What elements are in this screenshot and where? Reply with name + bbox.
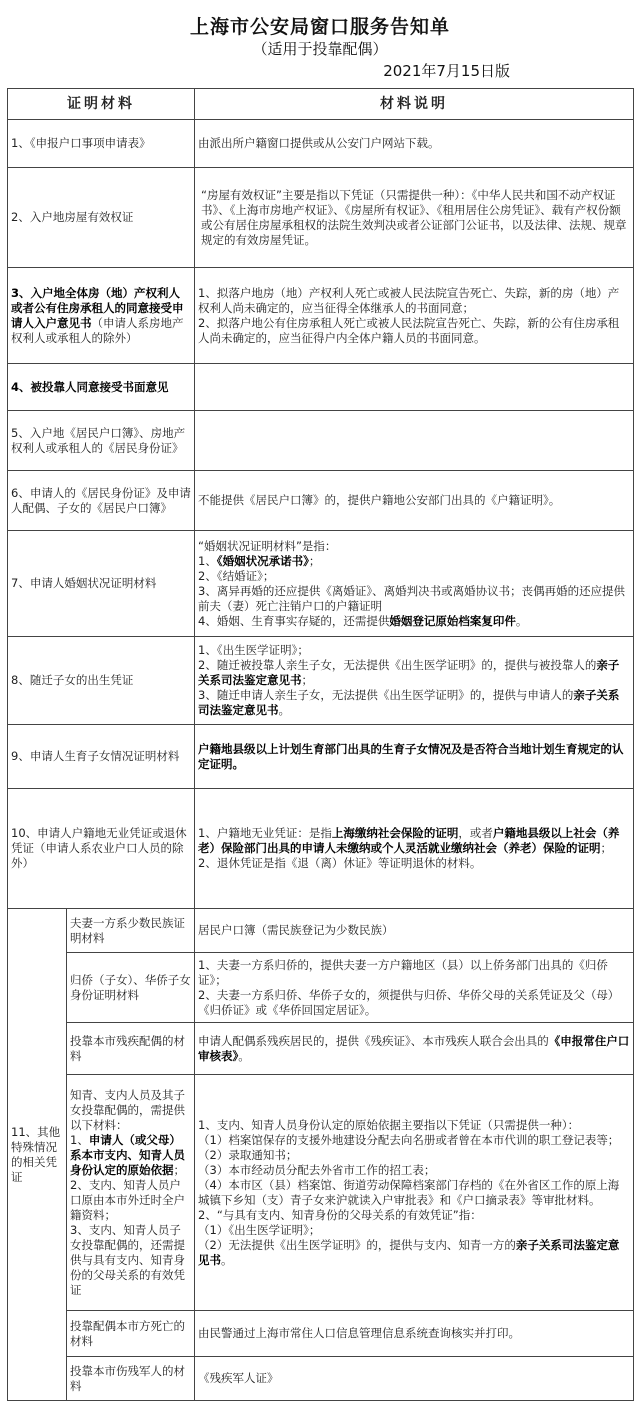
sub-description: 《残疾军人证》: [195, 1357, 634, 1401]
row-description: [195, 411, 634, 471]
desc-item: 2、《结婚证》；: [198, 568, 275, 583]
row-label: 6、申请人的《居民身份证》及申请人配偶、子女的《居民户口簿》: [8, 471, 195, 531]
sub-label: 投靠配偶本市方死亡的材料: [67, 1311, 195, 1357]
desc-item: [198, 1238, 630, 1268]
requirements-table: [7, 88, 634, 1401]
row-label: 2、入户地房屋有效权证: [8, 168, 195, 268]
row-description: [195, 789, 634, 909]
desc-text: （2）无法提供《出生医学证明》的，提供与支内、知青一方的: [198, 1237, 516, 1252]
desc-bold: 亲子关系司法鉴定意见书: [198, 1237, 620, 1267]
row-description: 由派出所户籍窗口提供或从公安门户网站下载。: [195, 120, 634, 168]
table-row: [8, 471, 634, 531]
table-row: [8, 120, 634, 168]
document-subtitle: （适用于投靠配偶）: [252, 40, 388, 58]
table-row: [8, 637, 634, 725]
label-note: （申请人系房地产权利人或承租人的除外）: [11, 315, 184, 345]
desc-item: 2、“与具有支内、知青身份的父母关系的有效凭证”指：: [198, 1207, 482, 1222]
row-description: [195, 268, 634, 364]
desc-text: ；: [308, 553, 321, 568]
desc-item: 1、夫妻一方系归侨的，提供夫妻一方户籍地区（县）以上侨务部门出具的《归侨证》；: [198, 957, 608, 987]
label-item: [70, 1133, 191, 1178]
table-row: [8, 268, 634, 364]
desc-text: 。: [515, 613, 528, 628]
row-label: 1、《申报户口事项申请表》: [8, 120, 195, 168]
desc-item: [198, 614, 630, 629]
desc-text: 1、户籍地无业凭证：是指: [198, 826, 332, 840]
table-row: [8, 1357, 634, 1401]
label-text: ；: [173, 1162, 185, 1177]
desc-text: 申请人配偶系残疾居民的，提供《残疾证》、本市残疾人联合会出具的: [198, 1033, 549, 1048]
sub-description: [195, 1023, 634, 1075]
row-label: 5、入户地《居民户口簿》、房地产权利人或承租人的《居民身份证》: [8, 411, 195, 471]
desc-text: 4、婚姻、生育事实存疑的，还需提供: [198, 613, 390, 628]
desc-item: （1）档案馆保存的支援外地建设分配去向名册或者曾在本市代训的职工登记表等；: [198, 1132, 620, 1147]
desc-bold: 《申报常住户口审核表》: [198, 1033, 630, 1063]
desc-item: 2、退休凭证是指《退（离）休证》等证明退休的材料。: [198, 856, 482, 870]
row-label: [8, 268, 195, 364]
desc-item: 2、拟落户地公有住房承租人死亡或被人民法院宣告死亡、失踪，新的公有住房承租人尚未确定的，应当征得户内全体户籍人员的书面同意。: [198, 315, 620, 345]
header-description: 材料说明: [195, 89, 634, 120]
row-description: [195, 531, 634, 637]
desc-bold: 户籍地县级以上社会（养老）保险部门出具的申请人未缴纳或个人灵活就业缴纳社会（养老）保险的证明: [198, 826, 620, 855]
table-row: [8, 725, 634, 789]
sub-label: 归侨（子女）、华侨子女身份证明材料: [67, 953, 195, 1023]
sub-description: 居民户口簿（需民族登记为少数民族）: [195, 909, 634, 953]
desc-text: 1、: [198, 553, 217, 568]
desc-text: 。: [221, 1252, 233, 1267]
document-version: 2021年7月15日版: [383, 62, 510, 80]
table-row: [8, 789, 634, 909]
table-row: [8, 168, 634, 268]
row-description: [195, 637, 634, 725]
row-label: 4、被投靠人同意接受书面意见: [8, 364, 195, 411]
sub-description: [195, 1075, 634, 1311]
table-row: [8, 364, 634, 411]
desc-text: 3、随迁申请人亲生子女，无法提供《出生医学证明》的，提供与申请人的: [198, 688, 574, 702]
sub-label: 夫妻一方系少数民族证明材料: [67, 909, 195, 953]
row-description: 户籍地县级以上计划生育部门出具的生育子女情况及是否符合当地计划生育规定的认定证明。: [195, 725, 634, 789]
desc-item: “婚姻状况证明材料”是指：: [198, 538, 337, 553]
desc-bold: 婚姻登记原始档案复印件: [389, 613, 516, 628]
sub-label: 投靠本市伤残军人的材料: [67, 1357, 195, 1401]
label-bold: 申请人（或父母）系本市支内、知青人员身份认定的原始依据: [70, 1132, 185, 1177]
desc-item: （4）本市区（县）档案馆、街道劳动保障档案部门存档的《在外省区工作的原上海城镇下乡知（支）青子女来沪就读入户审批表》和《户口摘录表》等审批材料。: [198, 1177, 620, 1207]
desc-item: 1、《出生医学证明》；: [198, 643, 309, 657]
table-header-row: [8, 89, 634, 120]
desc-text: 2、随迁被投靠人亲生子女，无法提供《出生医学证明》的，提供与被投靠人的: [198, 658, 597, 672]
document-header: [0, 0, 640, 88]
row-description: 不能提供《居民户口簿》的，提供户籍地公安部门出具的《户籍证明》。: [195, 471, 634, 531]
row-label: 8、随迁子女的出生凭证: [8, 637, 195, 725]
label-bold: 3、入户地全体房（地）产权利人或者公有住房承租人的同意接受申请人入户意见书: [11, 285, 184, 330]
desc-item: [198, 826, 630, 856]
desc-item: （3）本市经动员分配去外省市工作的招工表；: [198, 1162, 436, 1177]
row-description: “房屋有效权证”主要是指以下凭证（只需提供一种）：《中华人民共和国不动产权证书》、《上海市房地产权证》、《房屋所有权证》、《租用居住公房凭证》、载有产权份额或公有居住房屋承租权的法院生效判决或者公证部门公证书，以及法律、法规、规章规定的有效房屋凭证。: [195, 168, 634, 268]
desc-bold: 《婚姻状况承诺书》: [216, 553, 309, 568]
table-row: [8, 531, 634, 637]
desc-item: [198, 688, 630, 718]
sub-label: 投靠本市残疾配偶的材料: [67, 1023, 195, 1075]
desc-item: 2、夫妻一方系归侨、华侨子女的，须提供与归侨、华侨父母的关系凭证及父（母）《归侨证》或《华侨回国定居证》。: [198, 987, 620, 1017]
desc-text: ，或者: [458, 826, 493, 840]
sub-description: 由民警通过上海市常住人口信息管理信息系统查询核实并打印。: [195, 1311, 634, 1357]
desc-item: 3、离异再婚的还应提供《离婚证》、离婚判决书或离婚协议书；丧偶再婚的还应提供前夫（妻）死亡注销户口的户籍证明: [198, 583, 626, 613]
row-label: 9、申请人生育子女情况证明材料: [8, 725, 195, 789]
desc-bold: 亲子关系司法鉴定意见书: [198, 658, 620, 687]
table-row: [8, 411, 634, 471]
desc-text: ；: [301, 673, 313, 687]
desc-bold: 上海缴纳社会保险的证明: [331, 826, 459, 840]
row-label: 7、申请人婚姻状况证明材料: [8, 531, 195, 637]
desc-text: ；: [600, 841, 612, 855]
desc-item: 1、支内、知青人员身份认定的原始依据主要指以下凭证（只需提供一种）：: [198, 1117, 580, 1132]
desc-bold: 亲子关系司法鉴定意见书: [198, 688, 620, 717]
row-description: [195, 364, 634, 411]
table-row: [8, 1075, 634, 1311]
desc-item: [198, 658, 630, 688]
header-materials: 证明材料: [8, 89, 195, 120]
label-text: 1、: [70, 1132, 89, 1147]
desc-text: 。: [278, 703, 290, 717]
desc-item: （2）录取通知书；: [198, 1147, 298, 1162]
label-item: 2、支内、知青人员户口原由本市外迁时全户籍资料；: [70, 1177, 185, 1222]
table-row: [8, 953, 634, 1023]
table-row: [8, 1311, 634, 1357]
desc-item: [198, 554, 630, 569]
group-label: 11、其他特殊情况的相关凭证: [8, 909, 67, 1401]
label-item: 3、支内、知青人员子女投靠配偶的，还需提供与具有支内、知青身份的父母关系的有效凭证: [70, 1222, 185, 1297]
table-row: [8, 909, 634, 953]
desc-item: （1）《出生医学证明》；: [198, 1222, 321, 1237]
row-label: 10、申请人户籍地无业凭证或退休凭证（申请人系农业户口人员的除外）: [8, 789, 195, 909]
document-title: 上海市公安局窗口服务告知单: [189, 16, 450, 38]
table-row: [8, 1023, 634, 1075]
sub-label: [67, 1075, 195, 1311]
sub-description: [195, 953, 634, 1023]
desc-item: 1、拟落户地房（地）产权利人死亡或被人民法院宣告死亡、失踪，新的房（地）产权利人尚未确定的，应当征得全体继承人的书面同意；: [198, 285, 620, 315]
desc-text: 。: [238, 1048, 250, 1063]
label-item: 知青、支内人员及其子女投靠配偶的，需提供以下材料：: [70, 1087, 185, 1132]
